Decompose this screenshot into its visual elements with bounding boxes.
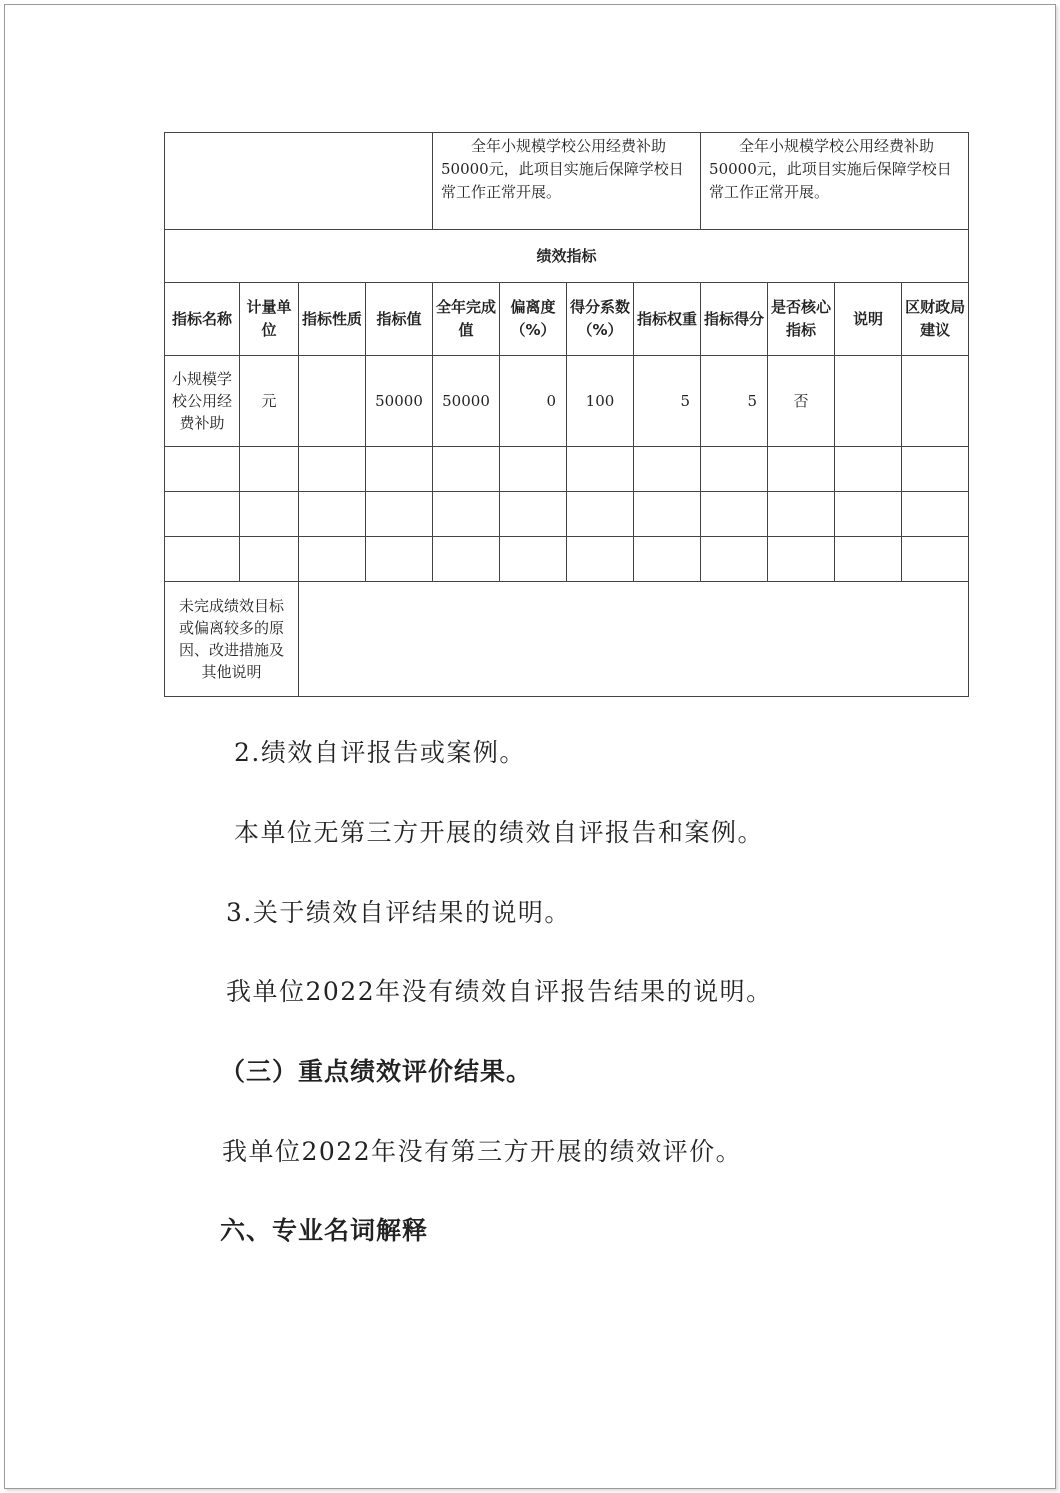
performance-table xyxy=(164,132,969,697)
suggestion-cell xyxy=(902,356,969,447)
header-cell: 指标得分 xyxy=(701,283,768,356)
paragraph-no-third-party-evaluation: 我单位2022年没有第三方开展的绩效评价。 xyxy=(222,1137,743,1166)
note-cell xyxy=(835,356,902,447)
table-row xyxy=(165,492,969,537)
paragraph-no-third-party-report: 本单位无第三方开展的绩效自评报告和案例。 xyxy=(234,818,765,847)
weight-cell: 5 xyxy=(634,356,701,447)
score-cell: 5 xyxy=(701,356,768,447)
header-cell: 指标权重 xyxy=(634,283,701,356)
coefficient-cell: 100 xyxy=(567,356,634,447)
target-prev-cell: 全年小规模学校公用经费补助50000元，此项目实施后保障学校日常工作正常开展。 xyxy=(433,133,701,230)
header-cell: 计量单位 xyxy=(240,283,299,356)
heading-key-evaluation: （三）重点绩效评价结果。 xyxy=(220,1057,533,1086)
header-cell: 得分系数（%） xyxy=(567,283,634,356)
header-cell: 全年完成值 xyxy=(433,283,500,356)
nature-cell xyxy=(299,356,366,447)
heading-self-eval-report: 2.绩效自评报告或案例。 xyxy=(234,738,526,767)
footer-row xyxy=(165,582,969,697)
table-row xyxy=(165,356,969,447)
header-cell: 偏离度（%） xyxy=(500,283,567,356)
target-value-cell: 50000 xyxy=(366,356,433,447)
header-row xyxy=(165,283,969,356)
target-actual-cell: 全年小规模学校公用经费补助50000元，此项目实施后保障学校日常工作正常开展。 xyxy=(701,133,969,230)
heading-self-eval-results: 3.关于绩效自评结果的说明。 xyxy=(226,898,571,927)
core-cell: 否 xyxy=(768,356,835,447)
header-cell: 区财政局建议 xyxy=(902,283,969,356)
actual-value-cell: 50000 xyxy=(433,356,500,447)
footer-value-cell xyxy=(299,582,969,697)
section-title-row xyxy=(165,230,969,283)
header-cell: 指标值 xyxy=(366,283,433,356)
unit-cell: 元 xyxy=(240,356,299,447)
heading-terminology: 六、专业名词解释 xyxy=(220,1216,429,1245)
target-row xyxy=(165,133,969,230)
section-title: 绩效指标 xyxy=(165,230,969,283)
header-cell: 说明 xyxy=(835,283,902,356)
table-row xyxy=(165,447,969,492)
target-label-cell xyxy=(165,133,433,230)
table-row xyxy=(165,537,969,582)
header-cell: 是否核心指标 xyxy=(768,283,835,356)
header-cell: 指标性质 xyxy=(299,283,366,356)
deviation-cell: 0 xyxy=(500,356,567,447)
paragraph-no-results-description: 我单位2022年没有绩效自评报告结果的说明。 xyxy=(226,977,773,1006)
indicator-name-cell: 小规模学校公用经费补助 xyxy=(165,356,240,447)
footer-label-cell: 未完成绩效目标或偏离较多的原因、改进措施及其他说明 xyxy=(165,582,299,697)
header-cell: 指标名称 xyxy=(165,283,240,356)
